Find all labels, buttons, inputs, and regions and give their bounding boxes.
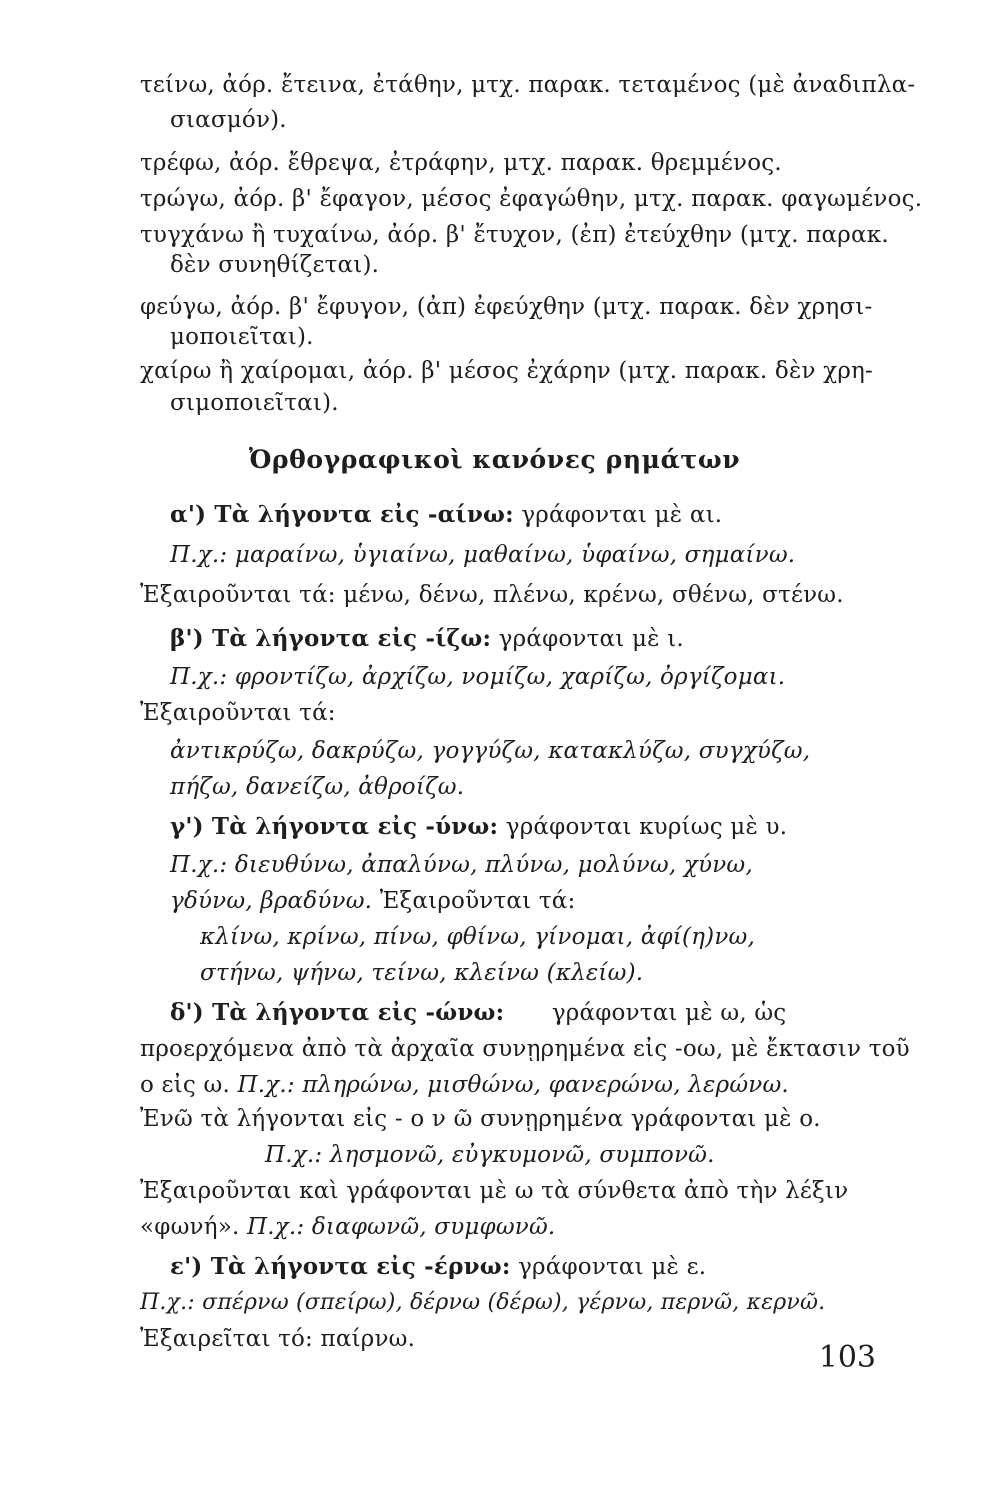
rule-a-title: α') Τὰ λήγοντα εἰς -αίνω: xyxy=(170,501,514,528)
rule-d-text-2: προερχόμενα ἀπὸ τὰ ἀρχαῖα συνῃρημένα εἰς -οω, μὲ ἔκτασιν τοῦ xyxy=(140,1036,910,1062)
entry-trefo: τρέφω, ἀόρ. ἔθρεψα, ἐτράφην, μτχ. παρακ. θρεμμένος. xyxy=(140,150,782,176)
entry-trogo: τρώγω, ἀόρ. β' ἔφαγον, μέσος ἐφαγώθην, μτχ. παρακ. φαγωμένος. xyxy=(140,186,923,212)
rule-b-title: β') Τὰ λήγοντα εἰς -ίζω: xyxy=(170,625,492,652)
rule-d xyxy=(170,998,786,1028)
rule-g-examples-2: γδύνω, βραδύνω. xyxy=(170,888,373,914)
rule-d-examples: Π.χ.: πληρώνω, μισθώνω, φανερώνω, λερώνω. xyxy=(237,1072,789,1098)
rule-d-text-3: ο εἰς ω. xyxy=(140,1072,230,1098)
entry-feygo-cont: μοποιεῖται). xyxy=(170,324,314,350)
section-heading: Ὀρθογραφικοὶ κανόνες ρημάτων xyxy=(248,445,741,474)
rule-d-text-3-row xyxy=(140,1070,789,1100)
rule-g-examples-2-row xyxy=(170,886,575,916)
rule-e-examples: Π.χ.: σπέρνω (σπείρω), δέρνω (δέρω), γέρνω, περνῶ, κερνῶ. xyxy=(140,1290,826,1315)
rule-g-exceptions-label: Ἐξαιροῦνται τά: xyxy=(379,888,576,914)
rule-d-exceptions-1: Ἐξαιροῦνται καὶ γράφονται μὲ ω τὰ σύνθετα ἀπὸ τὴν λέξιν xyxy=(140,1178,849,1204)
rule-b-exceptions-1: ἀντικρύζω, δακρύζω, γογγύζω, κατακλύζω, συγχύζω, xyxy=(170,738,811,764)
rule-e-title: ε') Τὰ λήγοντα εἰς -έρνω: xyxy=(170,1253,511,1280)
rule-d-exceptions-2a: «φωνή». xyxy=(140,1214,240,1240)
rule-a-text: γράφονται μὲ αι. xyxy=(521,502,723,528)
rule-a-exceptions: Ἐξαιροῦνται τά: μένω, δένω, πλένω, κρένω, σθένω, στένω. xyxy=(140,582,844,608)
rule-e-exceptions: Ἐξαιρεῖται τό: παίρνω. xyxy=(140,1326,416,1352)
rule-d-text-4: Ἐνῶ τὰ λήγονται εἰς - ο ν ῶ συνῃρημένα γράφονται μὲ ο. xyxy=(140,1106,821,1132)
rule-g-text: γράφονται κυρίως μὲ υ. xyxy=(505,814,788,840)
rule-d-exceptions-2b: Π.χ.: διαφωνῶ, συμφωνῶ. xyxy=(247,1214,556,1240)
rule-d-exceptions-2-row xyxy=(140,1212,555,1242)
entry-teino-cont: σιασμόν). xyxy=(170,107,287,133)
rule-b-text: γράφονται μὲ ι. xyxy=(498,626,684,652)
rule-b-examples: Π.χ.: φροντίζω, ἀρχίζω, νομίζω, χαρίζω, ὀργίζομαι. xyxy=(170,664,786,690)
entry-teino: τείνω, ἀόρ. ἔτεινα, ἐτάθην, μτχ. παρακ. τεταμένος (μὲ ἀναδιπλα- xyxy=(140,72,916,98)
rule-g-exceptions-2: στήνω, ψήνω, τείνω, κλείνω (κλείω). xyxy=(200,960,644,986)
rule-a-examples: Π.χ.: μαραίνω, ὑγιαίνω, μαθαίνω, ὑφαίνω, σημαίνω. xyxy=(170,542,796,568)
rule-e-text: γράφονται μὲ ε. xyxy=(518,1254,707,1280)
rule-g-title: γ') Τὰ λήγοντα εἰς -ύνω: xyxy=(170,813,499,840)
rule-b-exceptions-2: πήζω, δανείζω, ἀθροίζω. xyxy=(170,774,465,800)
entry-chairo: χαίρω ἢ χαίρομαι, ἀόρ. β' μέσος ἐχάρην (μτχ. παρακ. δὲν χρη- xyxy=(140,358,873,384)
entry-feygo: φεύγω, ἀόρ. β' ἔφυγον, (ἀπ) ἐφεύχθην (μτχ. παρακ. δὲν χρησι- xyxy=(140,294,873,320)
page-number: 103 xyxy=(818,1340,876,1375)
rule-b xyxy=(170,624,684,654)
entry-tygchano: τυγχάνω ἢ τυχαίνω, ἀόρ. β' ἔτυχον, (ἐπ) ἐτεύχθην (μτχ. παρακ. xyxy=(140,222,889,248)
rule-g-examples-1: Π.χ.: διευθύνω, ἀπαλύνω, πλύνω, μολύνω, χύνω, xyxy=(170,852,753,878)
entry-tygchano-cont: δὲν συνηθίζεται). xyxy=(170,252,380,278)
rule-g xyxy=(170,812,787,842)
rule-g-exceptions-1: κλίνω, κρίνω, πίνω, φθίνω, γίνομαι, ἀφί(η)νω, xyxy=(200,924,755,950)
rule-d-title: δ') Τὰ λήγοντα εἰς -ώνω: xyxy=(170,999,505,1026)
entry-chairo-cont: σιμοποιεῖται). xyxy=(170,390,339,416)
rule-d-text: γράφονται μὲ ω, ὡς xyxy=(551,1000,787,1026)
rule-d-examples-2: Π.χ.: λησμονῶ, εὐγκυμονῶ, συμπονῶ. xyxy=(265,1142,715,1168)
rule-a xyxy=(170,500,722,530)
rule-b-exceptions-label: Ἐξαιροῦνται τά: xyxy=(140,700,336,726)
rule-e xyxy=(170,1252,706,1282)
